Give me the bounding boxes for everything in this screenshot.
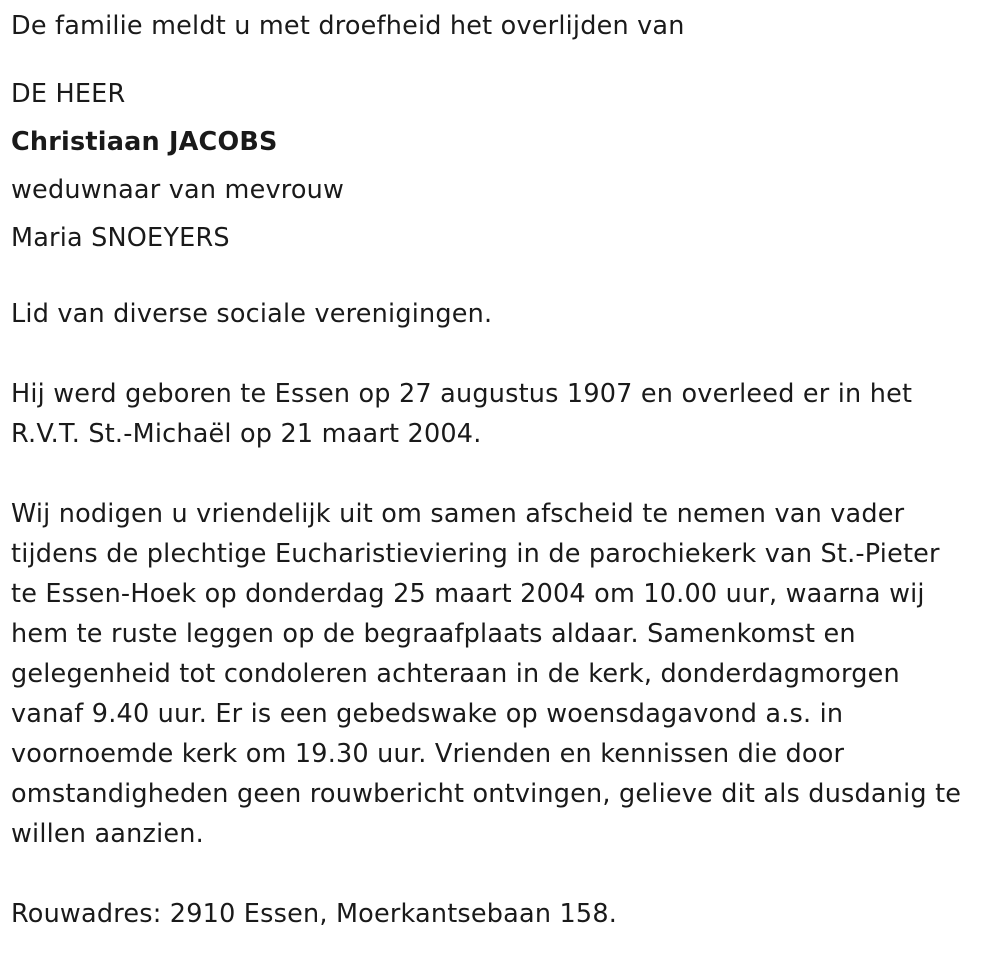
address-section (11, 894, 996, 934)
ceremony-line: te Essen-Hoek op donderdag 25 maart 2004 om 10.00 uur, waarna wij (11, 579, 925, 609)
ceremony-line: vanaf 9.40 uur. Er is een gebedswake op woensdagavond a.s. in (11, 699, 844, 729)
birth-death-line: R.V.T. St.-Michaël op 21 maart 2004. (11, 419, 482, 449)
address-text: Rouwadres: 2910 Essen, Moerkantsebaan 158. (11, 899, 618, 929)
deceased-name: Christiaan JACOBS (11, 127, 278, 157)
deceased-block (11, 70, 996, 262)
spouse-name: Maria SNOEYERS (11, 223, 230, 253)
ceremony-line: hem te ruste leggen op de begraafplaats aldaar. Samenkomst en (11, 619, 856, 649)
ceremony-line: willen aanzien. (11, 819, 204, 849)
ceremony-section (11, 494, 996, 854)
ceremony-line: gelegenheid tot condoleren achteraan in de kerk, donderdagmorgen (11, 659, 900, 689)
intro-section (11, 6, 996, 46)
birth-death-section (11, 374, 996, 454)
obituary-document (11, 6, 996, 934)
ceremony-line: Wij nodigen u vriendelijk uit om samen afscheid te nemen van vader (11, 499, 905, 529)
ceremony-line: voornoemde kerk om 19.30 uur. Vrienden en kennissen die door (11, 739, 845, 769)
intro-text: De familie meldt u met droefheid het overlijden van (11, 11, 685, 41)
widower-line: weduwnaar van mevrouw (11, 175, 345, 205)
birth-death-line: Hij werd geboren te Essen op 27 augustus 1907 en overleed er in het (11, 379, 913, 409)
ceremony-line: tijdens de plechtige Eucharistieviering in de parochiekerk van St.-Pieter (11, 539, 940, 569)
membership-section (11, 294, 996, 334)
honorific: DE HEER (11, 79, 126, 109)
ceremony-line: omstandigheden geen rouwbericht ontvingen, gelieve dit als dusdanig te (11, 779, 962, 809)
membership-text: Lid van diverse sociale verenigingen. (11, 299, 493, 329)
